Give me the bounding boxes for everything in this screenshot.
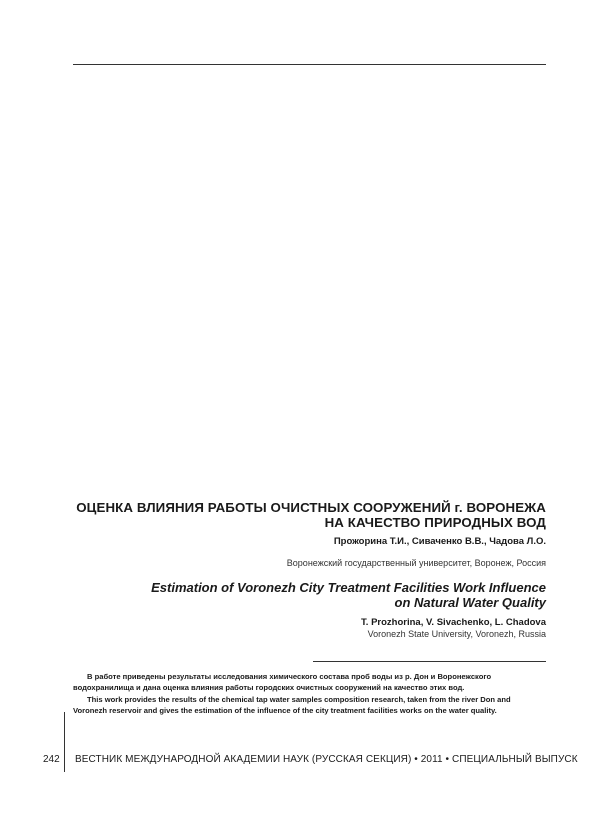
title-en-line1: Estimation of Voronezh City Treatment Facilities Work Influence: [151, 580, 546, 595]
abstract: [73, 671, 545, 716]
affiliation-ru: Воронежский государственный университет, Воронеж, Россия: [286, 558, 546, 568]
abstract-ru: В работе приведены результаты исследования химического состава проб воды из р. Дон и Воронежского водохранилища и дана оценка влияния работы городских очистных сооружений на качество этих вод.: [73, 672, 492, 693]
journal-footer: ВЕСТНИК МЕЖДУНАРОДНОЙ АКАДЕМИИ НАУК (РУССКАЯ СЕКЦИЯ) • 2011 • СПЕЦИАЛЬНЫЙ ВЫПУСК: [75, 754, 578, 765]
title-ru-line1: ОЦЕНКА ВЛИЯНИЯ РАБОТЫ ОЧИСТНЫХ СООРУЖЕНИЙ г. ВОРОНЕЖА: [76, 500, 546, 515]
title-en-line2: on Natural Water Quality: [394, 595, 546, 610]
article-title-en: [151, 580, 546, 610]
abstract-rule: [313, 661, 546, 662]
article-title-ru: [76, 500, 546, 530]
header-rule: [73, 64, 546, 65]
authors-ru: Прожорина Т.И., Сиваченко В.В., Чадова Л.О.: [333, 536, 546, 547]
abstract-en: This work provides the results of the chemical tap water samples composition research, taken from the river Don and Voronezh reservoir and gives the estimation of the influence of the city treatment facilities works on the water quality.: [73, 694, 511, 715]
title-ru-line2: НА КАЧЕСТВО ПРИРОДНЫХ ВОД: [324, 515, 546, 530]
page-number: 242: [43, 754, 60, 765]
footer-divider: [64, 712, 65, 772]
affiliation-en: Voronezh State University, Voronezh, Russia: [367, 629, 546, 639]
authors-en: T. Prozhorina, V. Sivachenko, L. Chadova: [361, 617, 546, 628]
